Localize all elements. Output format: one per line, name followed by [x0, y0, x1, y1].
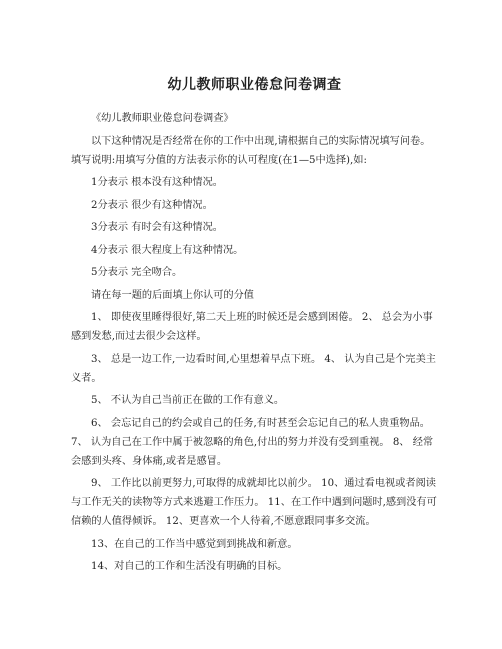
paragraph-q9-q12: 9、 工作比以前更努力,可取得的成就却比以前少。 10、通过看电视或者阅读与工作无关的读物等方式来逃避工作压力。 11、在工作中遇到问题时,感到没有可信赖的人值得倾诉。 12、更喜欢一个人待着,不愿意跟同事多交流。: [71, 478, 437, 527]
paragraph-fill-note: 请在每一题的后面填上你认可的分值: [91, 289, 254, 301]
paragraph-instructions: 以下这种情况是否经常在你的工作中出现,请根据自己的实际情况填写问卷。填写说明:用填写分值的方法表示你的认可程度(在1—5中选择),如:: [71, 135, 431, 166]
paragraph-score-1: 1分表示 根本没有这种情况。: [91, 177, 223, 188]
paragraph-q6-q8: 6、 会忘记自己的约会或自己的任务,有时甚至会忘记自己的私人贵重物品。 7、 认为自己在工作中属于被忽略的角色,付出的努力并没有受到重视。 8、 经常会感到头疼、身体痛,或者是感冒。: [71, 417, 434, 467]
document-body: [71, 109, 438, 576]
paragraph-score-5: 5分表示 完全吻合。: [91, 267, 183, 278]
paragraph-q13: 13、在自己的工作当中感觉到到挑战和新意。: [91, 538, 298, 550]
paragraph-q1-q2: 1、 即使夜里睡得很好,第二天上班的时候还是会感到困倦。 2、 总会为小事感到发愁,而过去很少会这样。: [71, 312, 433, 342]
paragraph-score-3: 3分表示 有时会有这种情况。: [91, 222, 223, 233]
document-title: 幼儿教师职业倦怠问卷调查: [167, 77, 342, 93]
paragraph-score-4: 4分表示 很大程度上有这种情况。: [91, 244, 244, 256]
paragraph-doc-name: 《幼儿教师职业倦怠问卷调查》: [91, 113, 234, 124]
paragraph-q3-q4: 3、 总是一边工作,一边看时间,心里想着早点下班。 4、 认为自己是个完美主义者。: [71, 353, 436, 384]
paragraph-q5: 5、 不认为自己当前正在做的工作有意义。: [91, 395, 285, 406]
paragraph-q14: 14、对自己的工作和生活没有明确的目标。: [91, 561, 288, 572]
paragraph-score-2: 2分表示 很少有这种情况。: [91, 199, 213, 211]
